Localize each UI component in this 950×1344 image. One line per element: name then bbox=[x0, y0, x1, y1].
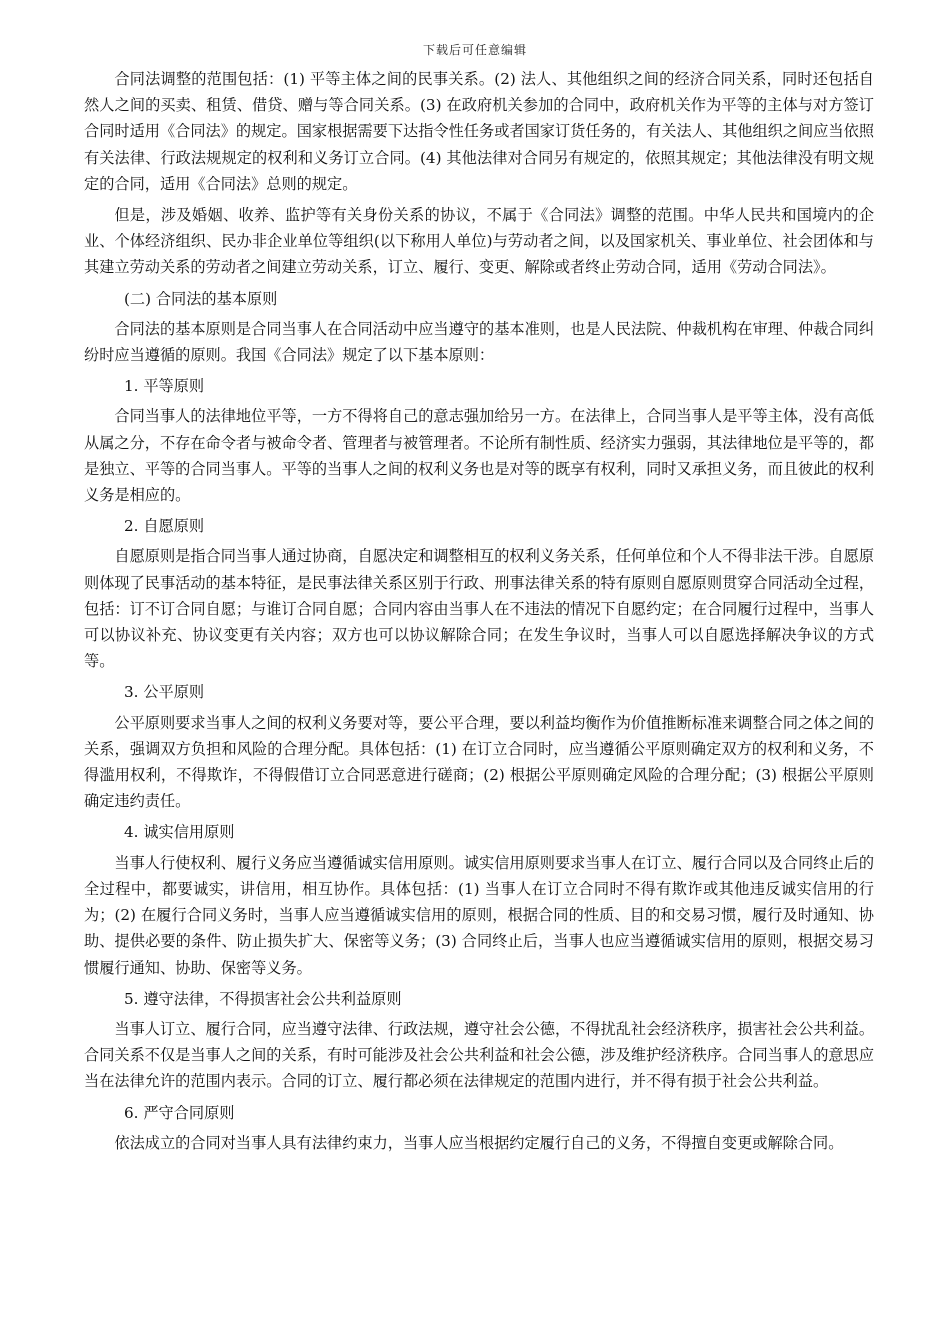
paragraph-equality-principle: 合同当事人的法律地位平等，一方不得将自己的意志强加给另一方。在法律上，合同当事人是平等主体，没有高低从属之分，不存在命令者与被命令者、管理者与被管理者。不论所有制性质、经济实力强弱，其法律地位是平等的，都是独立、平等的合同当事人。平等的当事人之间的权利义务也是对等的既享有权利，同时又承担义务，而且彼此的权利义务是相应的。 bbox=[84, 407, 874, 505]
paragraph-legality-principle: 当事人订立、履行合同，应当遵守法律、行政法规，遵守社会公德，不得扰乱社会经济秩序，损害社会公共利益。合同关系不仅是当事人之间的关系，有时可能涉及社会公共利益和社会公德，涉及维护经济秩序。合同当事人的意思应当在法律允许的范围内表示。合同的订立、履行都必须在法律规定的范围内进行，并不得有损于社会公共利益。 bbox=[84, 1019, 874, 1091]
heading-legality-principle: 5. 遵守法律，不得损害社会公共利益原则 bbox=[124, 989, 402, 1008]
paragraph-contract-adherence-principle: 依法成立的合同对当事人具有法律约束力，当事人应当根据约定履行自己的义务，不得擅自变更或解除合同。 bbox=[114, 1133, 844, 1152]
paragraph-scope: 合同法调整的范围包括：(1) 平等主体之间的民事关系。(2) 法人、其他组织之间的经济合同关系，同时还包括自然人之间的买卖、租赁、借贷、赠与等合同关系。(3) 在政府机关参加的合同中，政府机关作为平等的主体与对方签订合同时适用《合同法》的规定。国家根据需要下达指令性任务或者国家订货任务的，有关法人、其他组织之间应当依照有关法律、行政法规规定的权利和义务订立合同。(4) 其他法律对合同另有规定的，依照其规定；其他法律没有明文规定的合同，适用《合同法》总则的规定。 bbox=[84, 70, 874, 193]
heading-voluntary-principle: 2. 自愿原则 bbox=[124, 517, 205, 536]
page-header: 下载后可任意编辑 bbox=[422, 43, 527, 57]
heading-good-faith-principle: 4. 诚实信用原则 bbox=[124, 823, 235, 842]
paragraph-voluntary-principle: 自愿原则是指合同当事人通过协商，自愿决定和调整相互的权利义务关系，任何单位和个人不得非法干涉。自愿原则体现了民事活动的基本特征，是民事法律关系区别于行政、刑事法律关系的特有原则自愿原则贯穿合同活动全过程，包括：订不订合同自愿；与谁订合同自愿；合同内容由当事人在不违法的情况下自愿约定；在合同履行过程中，当事人可以协议补充、协议变更有关内容；双方也可以协议解除合同；在发生争议时，当事人可以自愿选择解决争议的方式等。 bbox=[84, 547, 874, 671]
paragraph-exclusions: 但是，涉及婚姻、收养、监护等有关身份关系的协议，不属于《合同法》调整的范围。中华人民共和国境内的企业、个体经济组织、民办非企业单位等组织(以下称用人单位)与劳动者之间，以及国家机关、事业单位、社会团体和与其建立劳动关系的劳动者之间建立劳动关系，订立、履行、变更、解除或者终止劳动合同，适用《劳动合同法》。 bbox=[84, 206, 874, 277]
heading-contract-adherence-principle: 6. 严守合同原则 bbox=[124, 1103, 235, 1122]
paragraph-fairness-principle: 公平原则要求当事人之间的权利义务要对等，要公平合理，要以利益均衡作为价值推断标准来调整合同之体之间的关系，强调双方负担和风险的合理分配。具体包括：(1) 在订立合同时，应当遵循公平原则确定双方的权利和义务，不得滥用权利，不得欺诈，不得假借订立合同恶意进行磋商；(2) 根据公平原则确定风险的合理分配；(3) 根据公平原则确定违约责任。 bbox=[84, 713, 874, 811]
paragraph-principles-intro: 合同法的基本原则是合同当事人在合同活动中应当遵守的基本准则，也是人民法院、仲裁机构在审理、仲裁合同纠纷时应当遵循的原则。我国《合同法》规定了以下基本原则： bbox=[84, 319, 874, 365]
heading-fairness-principle: 3. 公平原则 bbox=[124, 683, 205, 702]
section-heading-basic-principles: (二) 合同法的基本原则 bbox=[124, 289, 278, 308]
document-body bbox=[84, 66, 874, 1161]
heading-equality-principle: 1. 平等原则 bbox=[124, 377, 205, 396]
paragraph-good-faith-principle: 当事人行使权利、履行义务应当遵循诚实信用原则。诚实信用原则要求当事人在订立、履行合同以及合同终止后的全过程中，都要诚实，讲信用，相互协作。具体包括：(1) 当事人在订立合同时不得有欺诈或其他违反诚实信用的行为；(2) 在履行合同义务时，当事人应当遵循诚实信用的原则，根据合同的性质、目的和交易习惯，履行及时通知、协助、提供必要的条件、防止损失扩大、保密等义务；(3) 合同终止后，当事人也应当遵循诚实信用的原则，根据交易习惯履行通知、协助、保密等义务。 bbox=[84, 853, 874, 977]
